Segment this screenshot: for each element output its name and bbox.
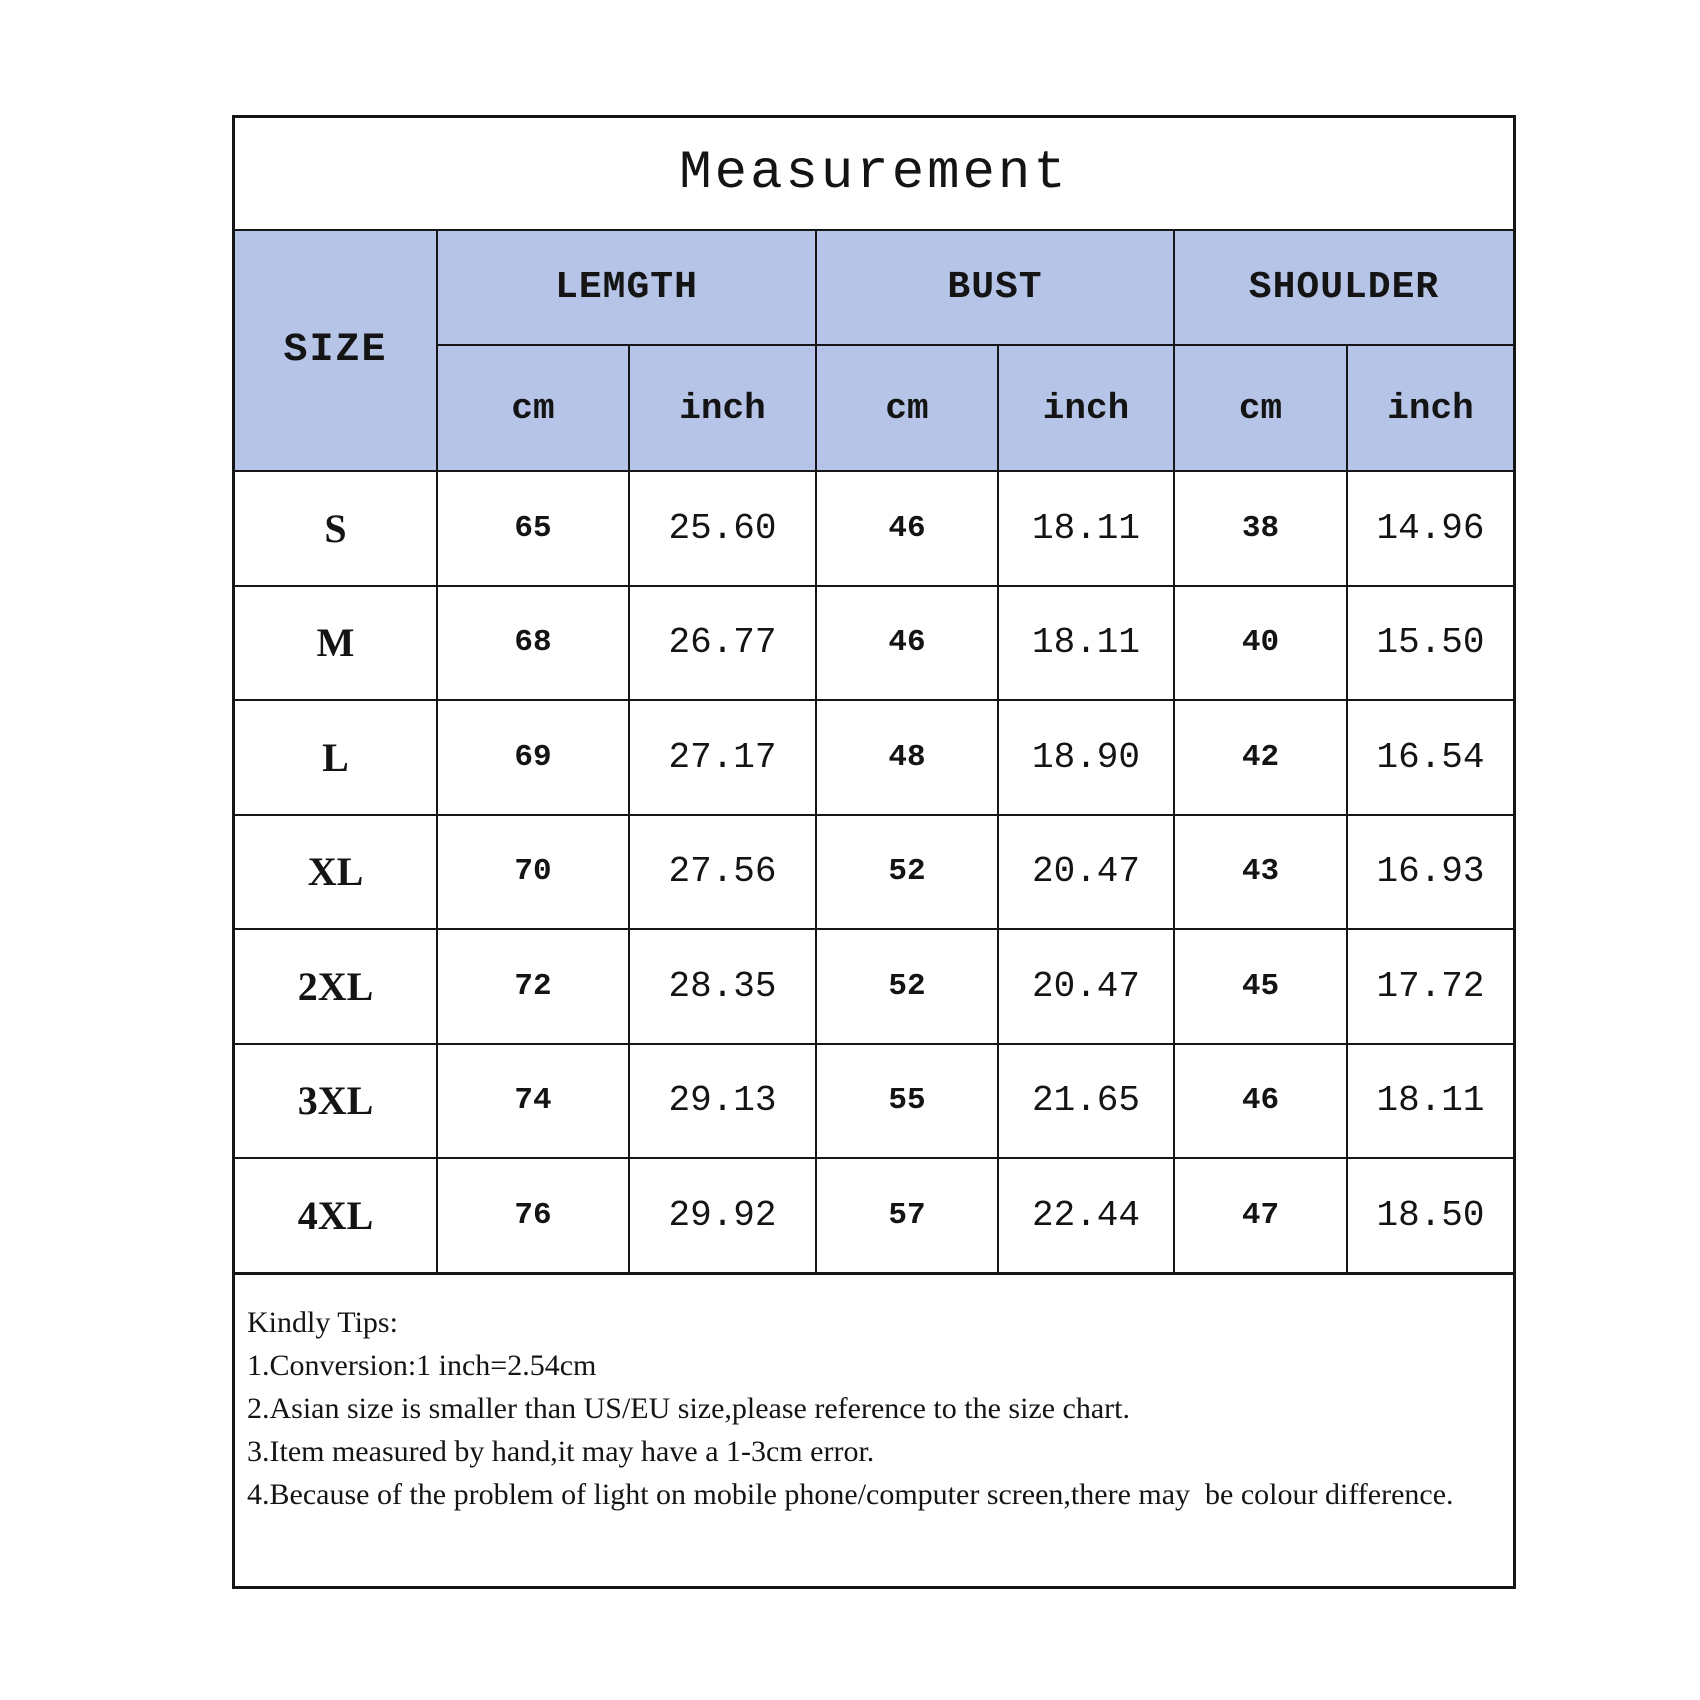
bust-cm-value: 46 — [817, 587, 999, 702]
bust-cm-value: 52 — [817, 930, 999, 1045]
shoulder-cm-value: 46 — [1175, 1045, 1348, 1160]
shoulder-inch-value: 15.50 — [1348, 587, 1513, 702]
length-inch-value: 25.60 — [630, 472, 817, 587]
length-cm-value: 74 — [438, 1045, 630, 1160]
length-inch-value: 29.92 — [630, 1159, 817, 1274]
length-inch-value: 26.77 — [630, 587, 817, 702]
tip-line-2: 2.Asian size is smaller than US/EU size,please reference to the size chart. — [247, 1391, 1130, 1425]
length-cm-value: 68 — [438, 587, 630, 702]
bust-cm-value: 46 — [817, 472, 999, 587]
shoulder-cm-value: 38 — [1175, 472, 1348, 587]
size-label: L — [235, 701, 438, 816]
length-cm-header: cm — [438, 346, 630, 472]
shoulder-cm-value: 47 — [1175, 1159, 1348, 1274]
length-inch-value: 29.13 — [630, 1045, 817, 1160]
bust-inch-value: 18.11 — [999, 587, 1175, 702]
length-cm-value: 65 — [438, 472, 630, 587]
length-cm-value: 69 — [438, 701, 630, 816]
bust-inch-header: inch — [999, 346, 1175, 472]
length-inch-value: 27.17 — [630, 701, 817, 816]
bust-cm-value: 52 — [817, 816, 999, 931]
tip-line-4: 4.Because of the problem of light on mobile phone/computer screen,there may be colour difference. — [247, 1477, 1454, 1511]
tip-line-3: 3.Item measured by hand,it may have a 1-3cm error. — [247, 1434, 875, 1468]
length-cm-value: 72 — [438, 930, 630, 1045]
bust-cm-value: 57 — [817, 1159, 999, 1274]
length-cm-value: 70 — [438, 816, 630, 931]
bust-inch-value: 22.44 — [999, 1159, 1175, 1274]
shoulder-inch-value: 14.96 — [1348, 472, 1513, 587]
bust-cm-header: cm — [817, 346, 999, 472]
bust-inch-value: 20.47 — [999, 816, 1175, 931]
bust-inch-value: 20.47 — [999, 930, 1175, 1045]
shoulder-cm-value: 43 — [1175, 816, 1348, 931]
bust-inch-value: 18.11 — [999, 472, 1175, 587]
size-label: 3XL — [235, 1045, 438, 1160]
measurement-table — [232, 115, 1516, 1589]
length-group-header: LEMGTH — [438, 231, 817, 346]
table-title: Measurement — [235, 118, 1513, 231]
bust-cm-value: 48 — [817, 701, 999, 816]
tips-heading: Kindly Tips: — [247, 1305, 398, 1339]
size-label: 2XL — [235, 930, 438, 1045]
shoulder-cm-value: 42 — [1175, 701, 1348, 816]
bust-group-header: BUST — [817, 231, 1175, 346]
size-label: S — [235, 472, 438, 587]
shoulder-inch-value: 16.54 — [1348, 701, 1513, 816]
shoulder-inch-value: 16.93 — [1348, 816, 1513, 931]
shoulder-inch-value: 17.72 — [1348, 930, 1513, 1045]
bust-inch-value: 18.90 — [999, 701, 1175, 816]
shoulder-cm-header: cm — [1175, 346, 1348, 472]
tip-line-1: 1.Conversion:1 inch=2.54cm — [247, 1348, 597, 1382]
length-cm-value: 76 — [438, 1159, 630, 1274]
length-inch-value: 27.56 — [630, 816, 817, 931]
shoulder-group-header: SHOULDER — [1175, 231, 1513, 346]
bust-cm-value: 55 — [817, 1045, 999, 1160]
length-inch-value: 28.35 — [630, 930, 817, 1045]
length-inch-header: inch — [630, 346, 817, 472]
size-label: 4XL — [235, 1159, 438, 1274]
shoulder-inch-header: inch — [1348, 346, 1513, 472]
size-label: XL — [235, 816, 438, 931]
shoulder-cm-value: 45 — [1175, 930, 1348, 1045]
size-column-header: SIZE — [235, 231, 438, 472]
shoulder-inch-value: 18.11 — [1348, 1045, 1513, 1160]
size-label: M — [235, 587, 438, 702]
bust-inch-value: 21.65 — [999, 1045, 1175, 1160]
kindly-tips-section — [235, 1274, 1513, 1586]
shoulder-inch-value: 18.50 — [1348, 1159, 1513, 1274]
shoulder-cm-value: 40 — [1175, 587, 1348, 702]
